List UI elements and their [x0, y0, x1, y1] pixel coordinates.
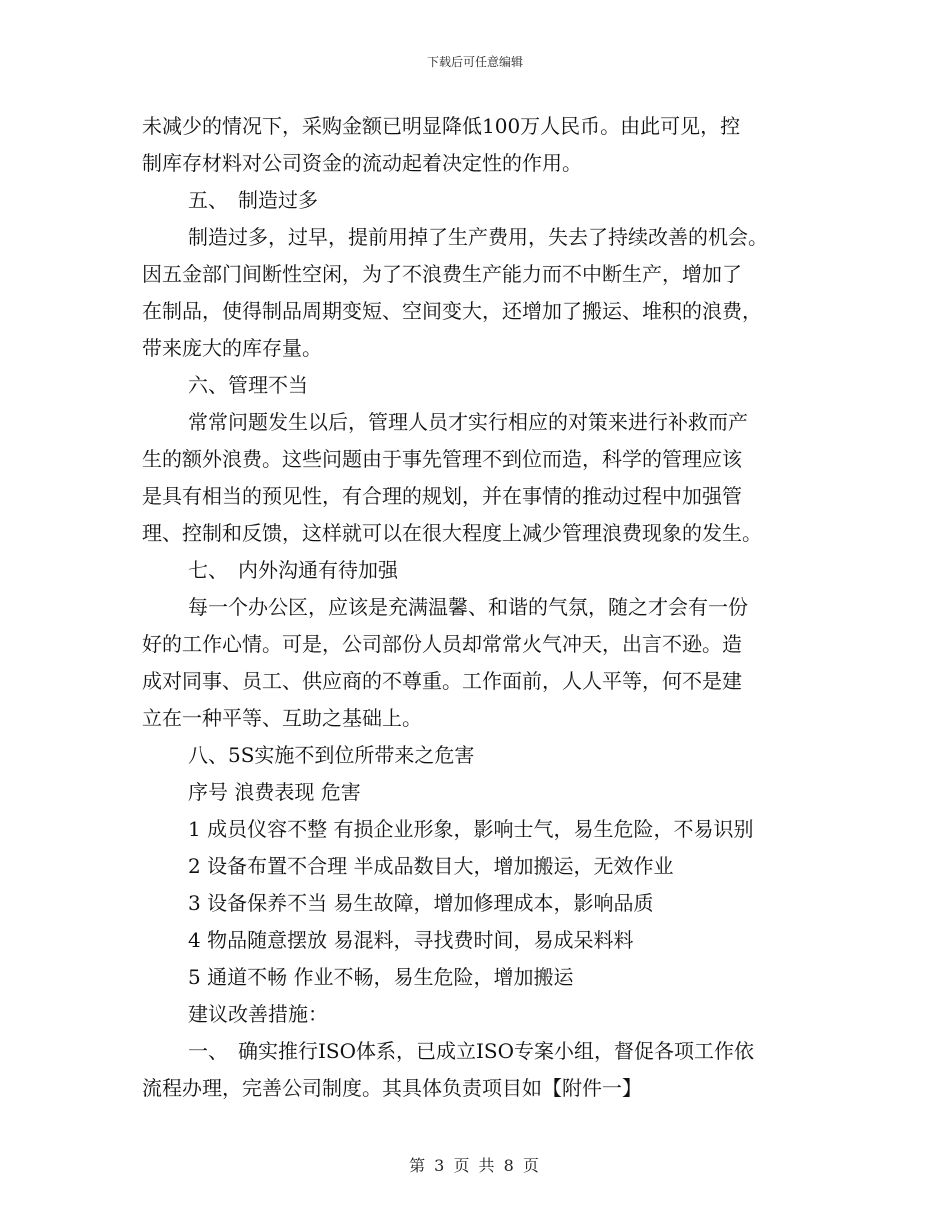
section-heading: 五、 制造过多	[188, 188, 318, 212]
text-line: 每一个办公区，应该是充满温馨、和谐的气氛，随之才会有一份	[188, 595, 748, 619]
text-line: 带来庞大的库存量。	[142, 336, 322, 360]
text-line: 生的额外浪费。这些问题由于事先管理不到位而造，科学的管理应该	[142, 447, 742, 471]
text-line: 是具有相当的预见性，有合理的规划，并在事情的推动过程中加强管	[142, 484, 742, 508]
page-header-note: 下载后可任意编辑	[426, 55, 523, 69]
text-line: 制库存材料对公司资金的流动起着决定性的作用。	[142, 151, 582, 175]
text-line: 理、控制和反馈，这样就可以在很大程度上减少管理浪费现象的发生。	[142, 521, 762, 545]
section-heading: 八、5S实施不到位所带来之危害	[188, 743, 475, 767]
text-line: 因五金部门间断性空闲，为了不浪费生产能力而不中断生产，增加了	[142, 262, 742, 286]
text-line: 流程办理，完善公司制度。其具体负责项目如【附件一】	[142, 1076, 642, 1100]
text-line: 在制品，使得制品周期变短、空间变大，还增加了搬运、堆积的浪费，	[142, 299, 762, 323]
text-line: 常常问题发生以后，管理人员才实行相应的对策来进行补救而产	[188, 410, 748, 434]
document-body	[142, 108, 812, 1107]
table-row: 1 成员仪容不整 有损企业形象，影响士气，易生危险，不易识别	[188, 817, 754, 841]
section-heading: 六、管理不当	[188, 373, 308, 397]
table-row: 3 设备保养不当 易生故障，增加修理成本，影响品质	[188, 891, 654, 915]
text-line: 成对同事、员工、供应商的不尊重。工作面前，人人平等，何不是建	[142, 669, 742, 693]
text-line: 制造过多，过早，提前用掉了生产费用，失去了持续改善的机会。	[188, 225, 768, 249]
text-line: 立在一种平等、互助之基础上。	[142, 706, 422, 730]
table-row: 5 通道不畅 作业不畅，易生危险，增加搬运	[188, 965, 574, 989]
section-heading: 建议改善措施：	[188, 1002, 328, 1026]
page-number-footer: 第 3 页 共 8 页	[409, 1156, 541, 1175]
table-row: 4 物品随意摆放 易混料，寻找费时间，易成呆料料	[188, 928, 634, 952]
text-line: 一、 确实推行ISO体系，已成立ISO专案小组，督促各项工作依	[188, 1039, 754, 1063]
text-line: 好的工作心情。可是，公司部份人员却常常火气冲天，出言不逊。造	[142, 632, 742, 656]
table-header-row: 序号 浪费表现 危害	[188, 780, 361, 804]
section-heading: 七、 内外沟通有待加强	[188, 558, 398, 582]
text-line: 未减少的情况下，采购金额已明显降低100万人民币。由此可见，控	[142, 114, 741, 138]
table-row: 2 设备布置不合理 半成品数目大，增加搬运，无效作业	[188, 854, 674, 878]
